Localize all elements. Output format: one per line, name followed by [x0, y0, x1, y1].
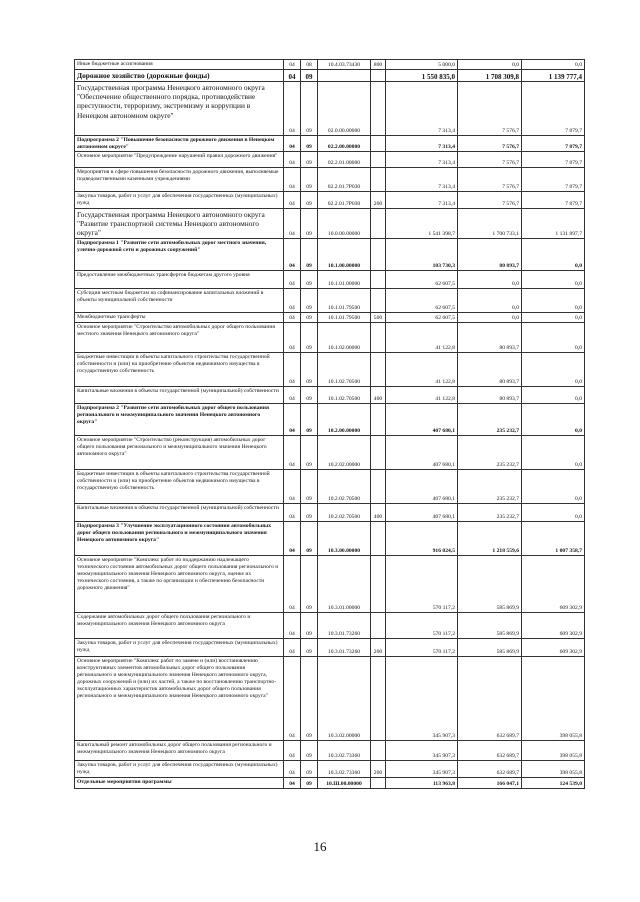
row-subsection: 08 — [301, 60, 318, 70]
row-name: Основное мероприятие "Предупреждение нарушений правил дорожного движения" — [75, 152, 284, 168]
row-section: 04 — [284, 387, 301, 404]
row-subsection: 09 — [301, 436, 318, 470]
row-amount-year2: 80 893,7 — [458, 353, 522, 387]
row-name: Основное мероприятие "Строительство автомобильных дорог общего пользования местного значения Ненецкого автономного округа" — [75, 323, 284, 353]
row-amount-year2: 0,0 — [458, 289, 522, 313]
row-target-code: 10.3.02.73360 — [318, 761, 371, 778]
row-amount-year1: 41 122,8 — [386, 353, 458, 387]
table-row — [75, 470, 585, 504]
row-amount-year3: 124 539,0 — [522, 778, 585, 789]
row-section: 04 — [284, 136, 301, 152]
row-expense-type: 400 — [371, 387, 386, 404]
row-target-code: 10.1.02.70500 — [318, 353, 371, 387]
row-amount-year3: 1 139 777,4 — [522, 70, 585, 82]
row-name: Подпрограмма 3 "Улучшение эксплуатационного состояния автомобильных дорог общего пользования регионального и межмуниципального значения Ненецкого автономного округа" — [75, 522, 284, 556]
row-name: Государственная программа Ненецкого автономного округа "Обеспечение общественного порядка, противодействие преступности, терроризму, экстремизму и коррупции в Ненецком автономном округе" — [75, 82, 284, 136]
row-section: 04 — [284, 60, 301, 70]
row-subsection: 09 — [301, 313, 318, 323]
row-section: 04 — [284, 271, 301, 289]
row-subsection: 09 — [301, 323, 318, 353]
row-expense-type — [371, 82, 386, 136]
row-amount-year2: 585 869,9 — [458, 639, 522, 657]
row-amount-year3: 7 879,7 — [522, 192, 585, 209]
table-row — [75, 82, 585, 136]
row-section: 04 — [284, 239, 301, 271]
table-row — [75, 239, 585, 271]
row-subsection: 09 — [301, 404, 318, 436]
row-expense-type: 800 — [371, 60, 386, 70]
row-subsection: 09 — [301, 639, 318, 657]
row-subsection: 09 — [301, 271, 318, 289]
row-expense-type — [371, 323, 386, 353]
budget-table — [74, 59, 585, 789]
row-name: Бюджетные инвестиции в объекты капитального строительства государственной собственности и (или) на приобретение объектов недвижимого имущества в государственную собственность — [75, 353, 284, 387]
table-row — [75, 168, 585, 192]
row-name: Основное мероприятие "Строительство (реконструкция) автомобильных дорог общего пользования регионального и межмуниципального значения Ненецкого автономного округа" — [75, 436, 284, 470]
table-row — [75, 209, 585, 239]
row-amount-year2: 7 576,7 — [458, 168, 522, 192]
table-row — [75, 70, 585, 82]
row-amount-year2: 80 893,7 — [458, 323, 522, 353]
row-name: Капитальные вложения в объекты государственной (муниципальной) собственности — [75, 504, 284, 522]
row-expense-type — [371, 657, 386, 741]
row-amount-year1: 41 122,8 — [386, 387, 458, 404]
row-amount-year2: 7 576,7 — [458, 136, 522, 152]
row-name: Основное мероприятие "Комплекс работ по поддержанию надлежащего технического состояния автомобильных дорог общего пользования регионального и межмуниципального значения Ненецкого автономного округа, оценке их технического состояния, а также по организации и обеспечению безопасности дорожного движения" — [75, 556, 284, 613]
table-row — [75, 741, 585, 761]
row-subsection: 09 — [301, 239, 318, 271]
row-amount-year3: 0,0 — [522, 271, 585, 289]
row-expense-type — [371, 271, 386, 289]
row-amount-year1: 7 313,4 — [386, 82, 458, 136]
table-row — [75, 404, 585, 436]
row-subsection: 09 — [301, 70, 318, 82]
row-amount-year1: 1 550 835,0 — [386, 70, 458, 82]
row-amount-year3: 609 302,9 — [522, 639, 585, 657]
row-amount-year1: 345 907,3 — [386, 741, 458, 761]
row-amount-year3: 398 055,8 — [522, 761, 585, 778]
row-amount-year1: 1 541 398,7 — [386, 209, 458, 239]
row-subsection: 09 — [301, 761, 318, 778]
row-amount-year3: 0,0 — [522, 353, 585, 387]
row-subsection: 09 — [301, 289, 318, 313]
row-name: Дорожное хозяйство (дорожные фонды) — [75, 70, 284, 82]
table-row — [75, 136, 585, 152]
row-name: Государственная программа Ненецкого автономного округа "Развитие транспортной системы Ненецкого автономного округа" — [75, 209, 284, 239]
row-expense-type — [371, 209, 386, 239]
row-subsection: 09 — [301, 778, 318, 789]
row-section: 04 — [284, 313, 301, 323]
row-amount-year1: 407 680,1 — [386, 504, 458, 522]
row-subsection: 09 — [301, 82, 318, 136]
row-subsection: 09 — [301, 152, 318, 168]
row-section: 04 — [284, 436, 301, 470]
row-amount-year2: 80 893,7 — [458, 387, 522, 404]
row-amount-year1: 41 122,8 — [386, 323, 458, 353]
row-amount-year2: 585 869,9 — [458, 556, 522, 613]
row-target-code: 02.2.01.7Р030 — [318, 192, 371, 209]
row-amount-year2: 235 232,7 — [458, 470, 522, 504]
row-amount-year3: 0,0 — [522, 387, 585, 404]
row-target-code: 10.4.03.73430 — [318, 60, 371, 70]
row-amount-year2: 1 700 733,1 — [458, 209, 522, 239]
row-name: Иные бюджетные ассигнования — [75, 60, 284, 70]
row-subsection: 09 — [301, 522, 318, 556]
row-expense-type: 500 — [371, 313, 386, 323]
row-target-code: 10.1.02.00000 — [318, 323, 371, 353]
row-expense-type — [371, 522, 386, 556]
row-name: Закупка товаров, работ и услуг для обеспечения государственных (муниципальных) нужд — [75, 761, 284, 778]
table-row — [75, 639, 585, 657]
row-amount-year2: 1 708 309,8 — [458, 70, 522, 82]
row-amount-year3: 0,0 — [522, 60, 585, 70]
table-row — [75, 657, 585, 741]
row-expense-type — [371, 289, 386, 313]
row-amount-year3: 0,0 — [522, 323, 585, 353]
row-amount-year1: 570 117,2 — [386, 556, 458, 613]
row-target-code: 10.3.02.73360 — [318, 741, 371, 761]
row-amount-year3: 1 131 897,7 — [522, 209, 585, 239]
row-amount-year2: 80 893,7 — [458, 239, 522, 271]
row-amount-year1: 345 907,3 — [386, 657, 458, 741]
table-row — [75, 289, 585, 313]
row-subsection: 09 — [301, 353, 318, 387]
row-expense-type — [371, 556, 386, 613]
row-section: 04 — [284, 613, 301, 639]
row-section: 04 — [284, 639, 301, 657]
row-amount-year3: 7 879,7 — [522, 168, 585, 192]
row-expense-type — [371, 613, 386, 639]
table-row — [75, 192, 585, 209]
row-target-code: 10.1.00.00000 — [318, 239, 371, 271]
row-target-code: 10.3.01.73260 — [318, 613, 371, 639]
row-subsection: 09 — [301, 504, 318, 522]
row-target-code: 10.1.01.79500 — [318, 289, 371, 313]
row-name: Основное мероприятие "Комплекс работ по замене и (или) восстановлению конструктивных элементов автомобильных дорог общего пользования регионального и межмуниципального значения Ненецкого автономного округа, дорожных сооружений и (или) их частей, а также по восстановлению транспортно-эксплуатационных характеристик автомобильных дорог общего пользования регионального и межмуниципального значения Ненецкого автономного округа" — [75, 657, 284, 741]
row-name: Бюджетные инвестиции в объекты капитального строительства государственной собственности и (или) на приобретение объектов недвижимого имущества в государственную собственность — [75, 470, 284, 504]
row-amount-year2: 0,0 — [458, 271, 522, 289]
table-row — [75, 504, 585, 522]
table-row — [75, 522, 585, 556]
row-amount-year3: 0,0 — [522, 239, 585, 271]
table-row — [75, 353, 585, 387]
row-target-code — [318, 70, 371, 82]
row-target-code: 10.2.02.00000 — [318, 436, 371, 470]
row-name: Мероприятия в сфере повышения безопасности дорожного движения, выполняемые подведомственными казенными учреждениями — [75, 168, 284, 192]
row-amount-year3: 0,0 — [522, 289, 585, 313]
row-amount-year2: 235 232,7 — [458, 436, 522, 470]
row-amount-year3: 7 879,7 — [522, 152, 585, 168]
row-amount-year1: 345 907,3 — [386, 761, 458, 778]
row-target-code: 10.3.01.00000 — [318, 556, 371, 613]
row-expense-type — [371, 239, 386, 271]
row-amount-year1: 5 000,0 — [386, 60, 458, 70]
row-amount-year1: 7 313,4 — [386, 192, 458, 209]
row-section: 04 — [284, 556, 301, 613]
row-section: 04 — [284, 504, 301, 522]
row-amount-year3: 398 055,8 — [522, 657, 585, 741]
table-row — [75, 761, 585, 778]
row-amount-year1: 570 117,2 — [386, 613, 458, 639]
row-subsection: 09 — [301, 657, 318, 741]
row-amount-year2: 166 047,1 — [458, 778, 522, 789]
page-number: 16 — [313, 839, 327, 854]
row-section: 04 — [284, 778, 301, 789]
row-expense-type — [371, 404, 386, 436]
table-body — [75, 60, 585, 789]
row-amount-year2: 235 232,7 — [458, 404, 522, 436]
row-amount-year2: 585 869,9 — [458, 613, 522, 639]
row-name: Подпрограмма 2 "Повышение безопасности дорожного движения в Ненецком автономном округе" — [75, 136, 284, 152]
row-amount-year3: 0,0 — [522, 470, 585, 504]
row-subsection: 09 — [301, 470, 318, 504]
row-target-code: 02.2.01.00000 — [318, 152, 371, 168]
row-amount-year3: 0,0 — [522, 313, 585, 323]
row-section: 04 — [284, 192, 301, 209]
row-amount-year1: 407 680,1 — [386, 404, 458, 436]
row-expense-type — [371, 70, 386, 82]
row-target-code: 10.1.01.79500 — [318, 313, 371, 323]
row-target-code: 10.3.00.00000 — [318, 522, 371, 556]
row-subsection: 09 — [301, 556, 318, 613]
row-target-code: 02.0.00.00000 — [318, 82, 371, 136]
row-amount-year3: 7 879,7 — [522, 136, 585, 152]
row-name: Отдельные мероприятия программы — [75, 778, 284, 789]
table-row — [75, 152, 585, 168]
row-amount-year3: 0,0 — [522, 404, 585, 436]
row-amount-year2: 235 232,7 — [458, 504, 522, 522]
row-amount-year1: 916 024,5 — [386, 522, 458, 556]
row-expense-type — [371, 741, 386, 761]
row-amount-year2: 632 689,7 — [458, 761, 522, 778]
row-name: Содержание автомобильных дорог общего пользования регионального и межмуниципального значения Ненецкого автономного округа — [75, 613, 284, 639]
row-amount-year2: 0,0 — [458, 60, 522, 70]
row-target-code: 10.2.02.70500 — [318, 504, 371, 522]
row-expense-type: 400 — [371, 504, 386, 522]
row-section: 04 — [284, 152, 301, 168]
row-section: 04 — [284, 470, 301, 504]
table-row — [75, 60, 585, 70]
row-expense-type — [371, 778, 386, 789]
row-amount-year3: 609 302,9 — [522, 556, 585, 613]
row-section: 04 — [284, 404, 301, 436]
row-subsection: 09 — [301, 387, 318, 404]
row-amount-year2: 632 689,7 — [458, 657, 522, 741]
row-target-code: 02.2.01.7Р030 — [318, 168, 371, 192]
row-expense-type — [371, 436, 386, 470]
row-amount-year2: 632 689,7 — [458, 741, 522, 761]
row-expense-type: 200 — [371, 192, 386, 209]
row-section: 04 — [284, 741, 301, 761]
row-amount-year1: 7 313,4 — [386, 136, 458, 152]
row-subsection: 09 — [301, 192, 318, 209]
table-row — [75, 323, 585, 353]
row-section: 04 — [284, 323, 301, 353]
row-section: 04 — [284, 168, 301, 192]
row-amount-year2: 7 576,7 — [458, 82, 522, 136]
row-amount-year1: 570 117,2 — [386, 639, 458, 657]
row-amount-year1: 62 607,5 — [386, 313, 458, 323]
row-amount-year1: 103 730,3 — [386, 239, 458, 271]
row-name: Межбюджетные трансферты — [75, 313, 284, 323]
table-row — [75, 436, 585, 470]
row-subsection: 09 — [301, 136, 318, 152]
row-section: 04 — [284, 82, 301, 136]
row-section: 04 — [284, 289, 301, 313]
table-row — [75, 387, 585, 404]
row-amount-year2: 7 576,7 — [458, 152, 522, 168]
row-name: Субсидии местным бюджетам на софинансирование капитальных вложений в объекты муниципальной собственности — [75, 289, 284, 313]
row-target-code: 10.2.00.00000 — [318, 404, 371, 436]
row-section: 04 — [284, 761, 301, 778]
row-amount-year1: 7 313,4 — [386, 168, 458, 192]
row-expense-type — [371, 470, 386, 504]
row-name: Капитальный ремонт автомобильных дорог общего пользования регионального и межмуниципального значения Ненецкого автономного округа — [75, 741, 284, 761]
row-section: 04 — [284, 70, 301, 82]
row-amount-year3: 0,0 — [522, 504, 585, 522]
row-amount-year3: 1 007 358,7 — [522, 522, 585, 556]
row-amount-year1: 62 607,5 — [386, 271, 458, 289]
row-target-code: 10.0.00.00000 — [318, 209, 371, 239]
row-section: 04 — [284, 209, 301, 239]
row-amount-year2: 7 576,7 — [458, 192, 522, 209]
row-amount-year3: 609 302,9 — [522, 613, 585, 639]
row-amount-year3: 398 055,8 — [522, 741, 585, 761]
row-expense-type — [371, 136, 386, 152]
row-target-code: 10.1.02.70500 — [318, 387, 371, 404]
row-amount-year1: 113 963,8 — [386, 778, 458, 789]
row-subsection: 09 — [301, 741, 318, 761]
row-target-code: 10.3.02.00000 — [318, 657, 371, 741]
row-target-code: 10.Ш.00.00000 — [318, 778, 371, 789]
row-name: Закупка товаров, работ и услуг для обеспечения государственных (муниципальных) нужд — [75, 192, 284, 209]
row-subsection: 09 — [301, 168, 318, 192]
row-amount-year2: 1 218 559,6 — [458, 522, 522, 556]
row-name: Подпрограмма 1 "Развитие сети автомобильных дорог местного значения, улично-дорожной сети и дорожных сооружений" — [75, 239, 284, 271]
row-target-code: 10.3.01.73260 — [318, 639, 371, 657]
row-name: Подпрограмма 2 "Развитие сети автомобильных дорог общего пользования регионального и межмуниципального значения Ненецкого автономного округа" — [75, 404, 284, 436]
table-row — [75, 778, 585, 789]
row-subsection: 09 — [301, 613, 318, 639]
row-target-code: 10.2.02.70500 — [318, 470, 371, 504]
row-section: 04 — [284, 522, 301, 556]
row-amount-year1: 62 607,5 — [386, 289, 458, 313]
row-section: 04 — [284, 353, 301, 387]
row-amount-year3: 7 879,7 — [522, 82, 585, 136]
table-row — [75, 556, 585, 613]
row-expense-type — [371, 353, 386, 387]
row-expense-type — [371, 168, 386, 192]
table-row — [75, 313, 585, 323]
row-amount-year1: 407 680,1 — [386, 436, 458, 470]
table-row — [75, 613, 585, 639]
row-expense-type: 200 — [371, 761, 386, 778]
row-name: Предоставление межбюджетных трансфертов бюджетам другого уровня — [75, 271, 284, 289]
row-amount-year2: 0,0 — [458, 313, 522, 323]
row-section: 04 — [284, 657, 301, 741]
row-subsection: 09 — [301, 209, 318, 239]
row-amount-year1: 407 680,1 — [386, 470, 458, 504]
row-target-code: 10.1.01.00000 — [318, 271, 371, 289]
row-expense-type: 200 — [371, 639, 386, 657]
row-expense-type — [371, 152, 386, 168]
row-name: Закупка товаров, работ и услуг для обеспечения государственных (муниципальных) нужд — [75, 639, 284, 657]
table-row — [75, 271, 585, 289]
row-amount-year1: 7 313,4 — [386, 152, 458, 168]
row-amount-year3: 0,0 — [522, 436, 585, 470]
row-name: Капитальные вложения в объекты государственной (муниципальной) собственности — [75, 387, 284, 404]
row-target-code: 02.2.00.00000 — [318, 136, 371, 152]
